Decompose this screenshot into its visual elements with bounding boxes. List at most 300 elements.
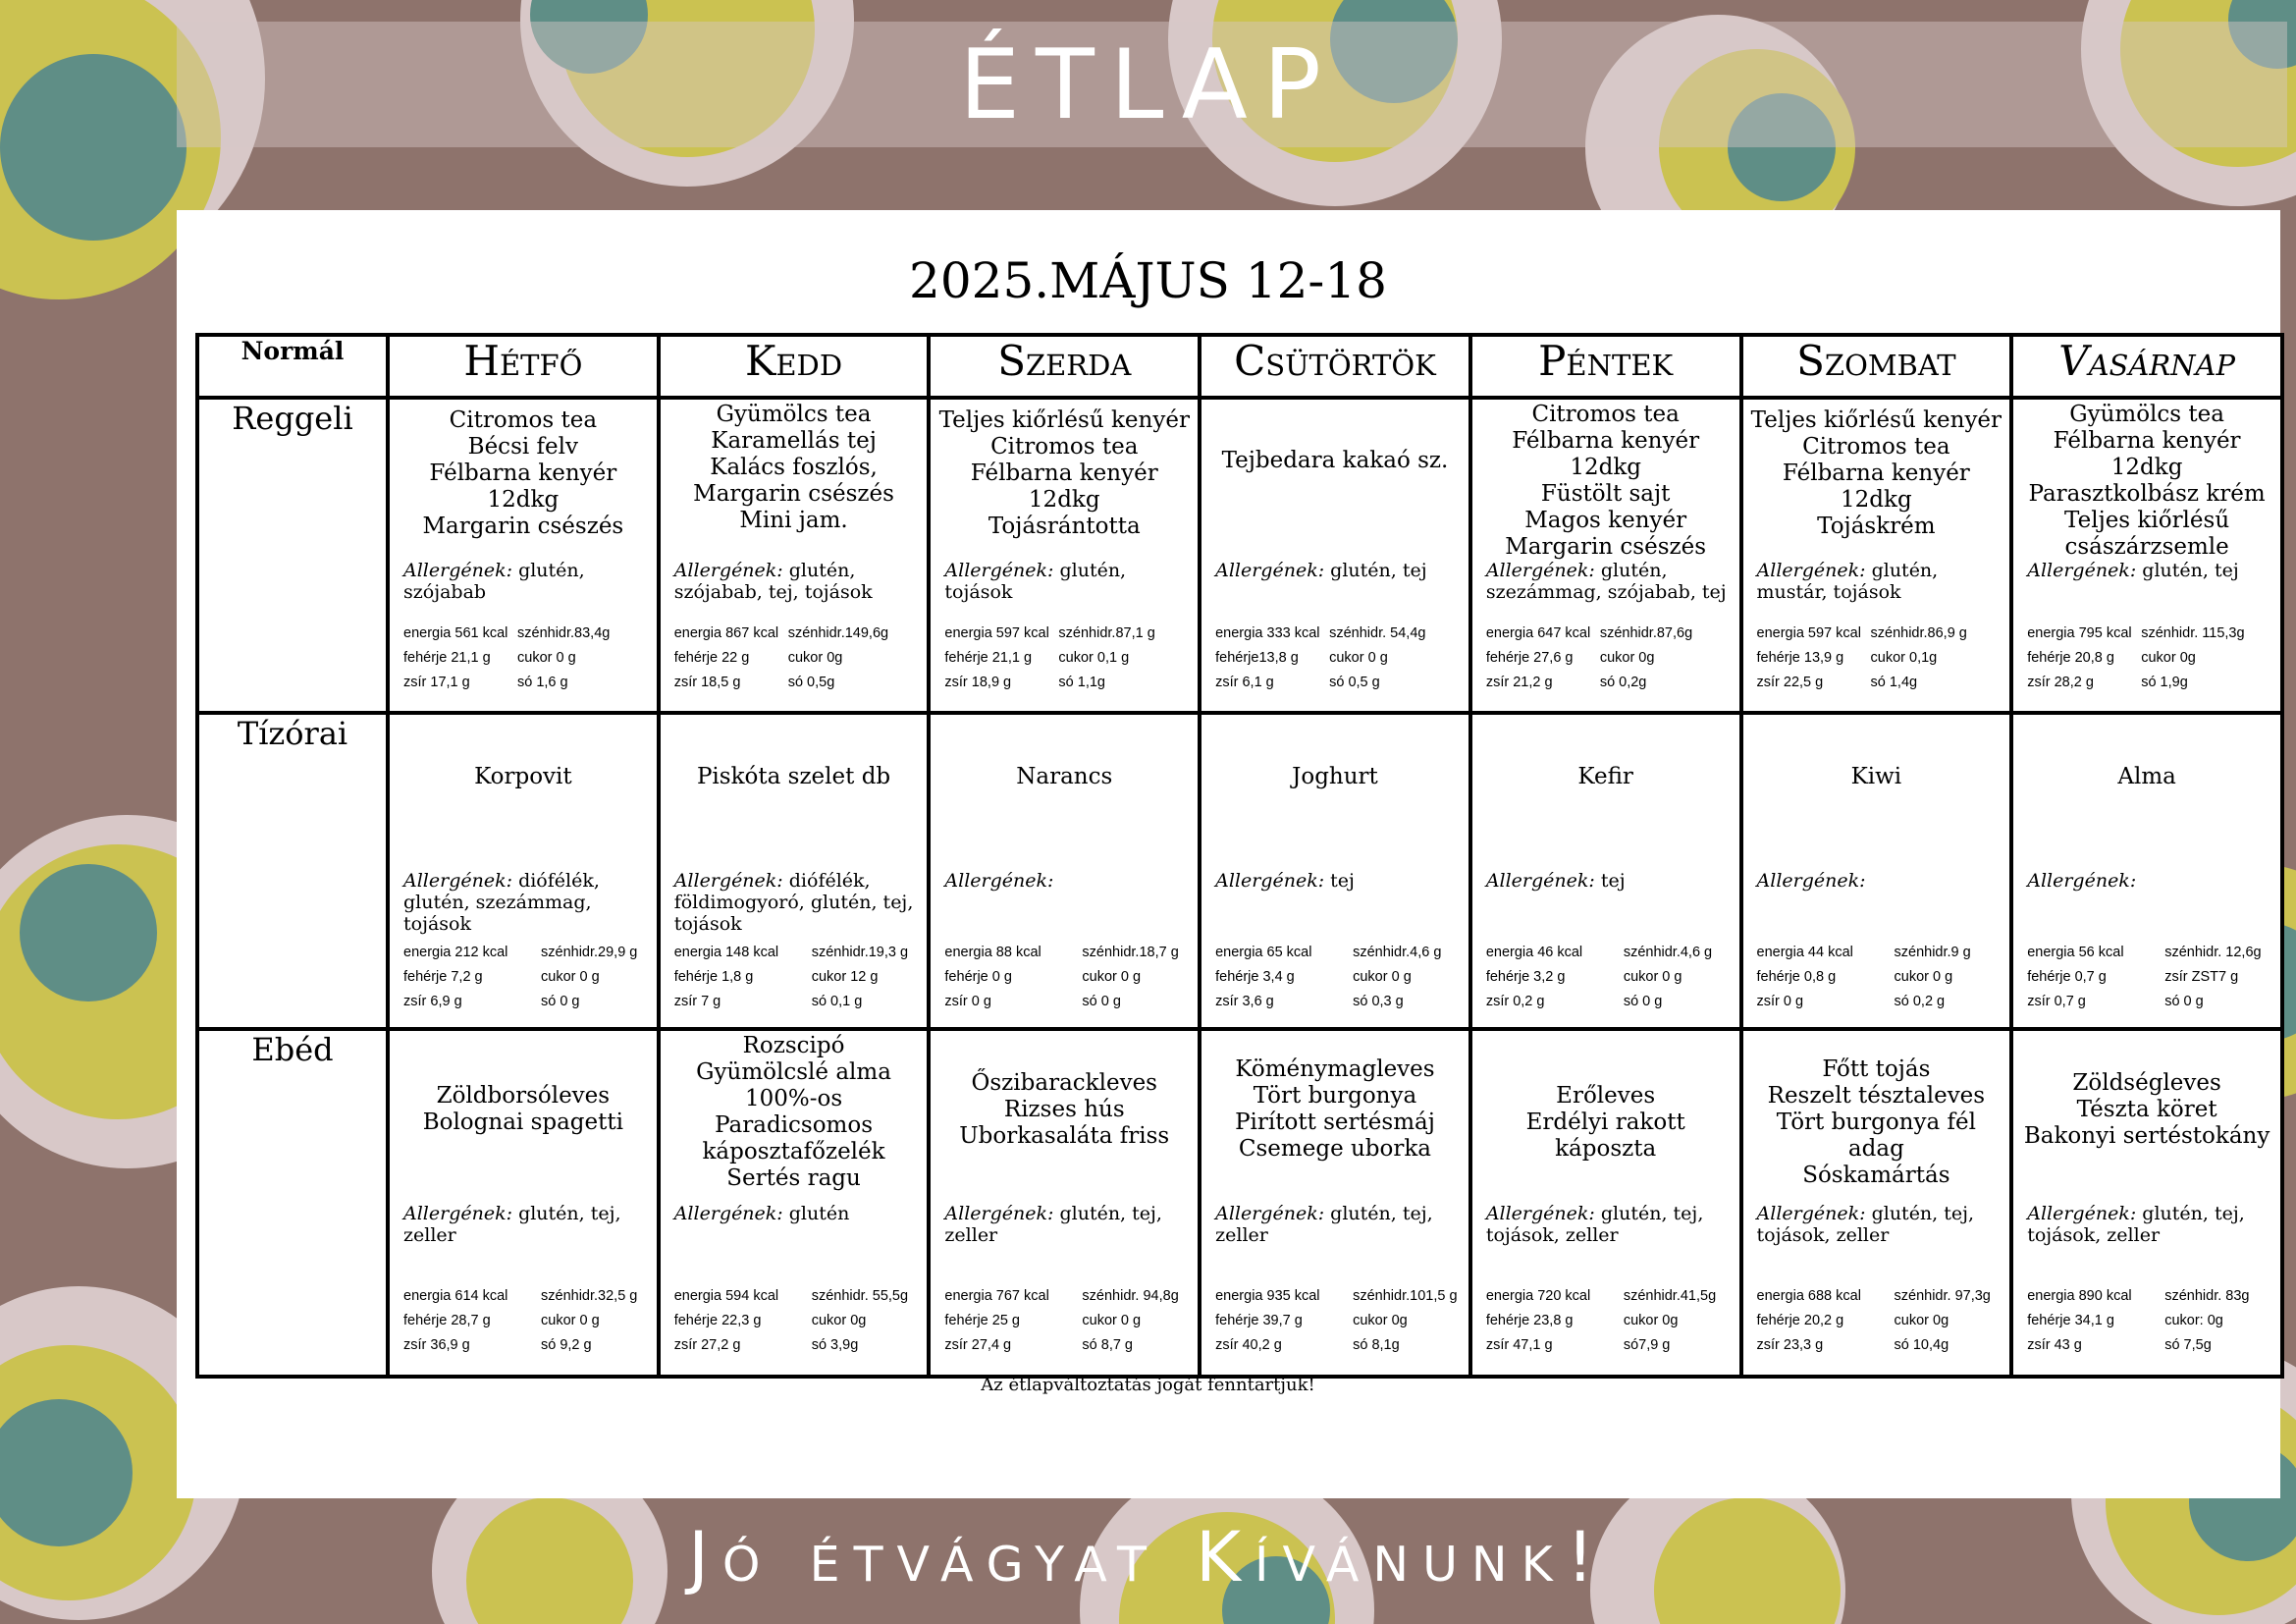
nutrition-row — [2027, 1284, 2276, 1309]
nutrition-row — [1215, 1309, 1465, 1333]
nutrition-info — [1215, 1284, 1465, 1358]
nutrition-value: szénhidr. 115,3g — [2141, 625, 2245, 641]
allergen-values: diófélék, földimogyoró, glutén, tej, tojások — [673, 870, 914, 935]
nutrition-row — [1757, 646, 2006, 671]
allergen-info — [403, 560, 649, 603]
nutrition-value: fehérje 3,2 g — [1485, 969, 1566, 985]
allergen-label: Allergének: — [944, 560, 1054, 581]
nutrition-value: szénhidr.19,3 g — [811, 945, 909, 960]
allergen-label: Allergének: — [673, 870, 783, 892]
allergen-values: glutén, mustár, tojások — [1756, 560, 1939, 603]
dish-list — [2021, 402, 2272, 561]
nutrition-value: energia 212 kcal — [403, 945, 508, 960]
menu-cell — [1741, 713, 2012, 1029]
nutrition-value: fehérje13,8 g — [1215, 650, 1299, 666]
allergen-values: glutén, tej, tojások, zeller — [2027, 1203, 2245, 1246]
nutrition-value: zsír 7 g — [673, 994, 721, 1009]
nutrition-value: fehérje 22 g — [673, 650, 750, 666]
nutrition-value: cukor 0 g — [541, 969, 600, 985]
allergen-values: glutén, tojások — [944, 560, 1127, 603]
nutrition-info — [674, 1284, 924, 1358]
nutrition-row — [403, 941, 653, 965]
nutrition-row — [1215, 1284, 1465, 1309]
allergen-label: Allergének: — [1756, 870, 1866, 892]
nutrition-value: zsír 40,2 g — [1215, 1337, 1282, 1353]
nutrition-row — [674, 671, 924, 695]
nutrition-value: szénhidr.32,5 g — [541, 1288, 638, 1304]
nutrition-row — [1215, 965, 1465, 990]
nutrition-row — [1486, 965, 1735, 990]
allergen-info — [1215, 1203, 1461, 1246]
nutrition-value: só 8,7 g — [1082, 1337, 1133, 1353]
dish-list — [938, 1070, 1190, 1150]
allergen-info — [2027, 870, 2272, 892]
nutrition-value: cukor 0,1 g — [1058, 650, 1130, 666]
dish-list — [2021, 1070, 2272, 1150]
menu-cell — [388, 398, 659, 713]
dish-list — [1209, 448, 1461, 474]
nutrition-value: fehérje 21,1 g — [944, 650, 1033, 666]
allergen-info — [1757, 1203, 2002, 1246]
nutrition-row — [2027, 1333, 2276, 1358]
nutrition-row — [1757, 990, 2006, 1014]
dish-item: Félbarna kenyér 12dkg — [970, 460, 1158, 513]
nutrition-row — [1757, 1333, 2006, 1358]
allergen-values: glutén — [788, 1203, 850, 1224]
nutrition-value: szénhidr. 12,6g — [2164, 945, 2262, 960]
menu-cell — [388, 1029, 659, 1377]
allergen-info — [1486, 560, 1732, 603]
allergen-label: Allergének: — [1215, 560, 1325, 581]
nutrition-value: só 1,9g — [2141, 675, 2188, 690]
nutrition-value: zsír 27,2 g — [673, 1337, 741, 1353]
allergen-label: Allergének: — [1485, 870, 1595, 892]
nutrition-value: cukor 0 g — [1329, 650, 1388, 666]
nutrition-value: cukor 12 g — [811, 969, 879, 985]
allergen-values: glutén, szójabab, tej, tojások — [673, 560, 873, 603]
nutrition-value: só 8,1g — [1353, 1337, 1400, 1353]
nutrition-info — [403, 622, 653, 695]
nutrition-value: szénhidr.83,4g — [517, 625, 611, 641]
dish-item: Tört burgonya — [1253, 1083, 1417, 1109]
nutrition-value: cukor 0,1g — [1870, 650, 1938, 666]
nutrition-info — [1486, 941, 1735, 1014]
nutrition-value: cukor 0 g — [1623, 969, 1682, 985]
menu-title: ÉTLAP — [959, 29, 1337, 141]
meal-row — [197, 1029, 2282, 1377]
nutrition-row — [1757, 965, 2006, 990]
nutrition-value: zsír 36,9 g — [403, 1337, 470, 1353]
allergen-values: tej — [1600, 870, 1626, 892]
nutrition-value: zsír 18,9 g — [944, 675, 1012, 690]
nutrition-value: energia 767 kcal — [944, 1288, 1049, 1304]
nutrition-info — [944, 941, 1194, 1014]
menu-cell — [1741, 1029, 2012, 1377]
meal-row — [197, 398, 2282, 713]
dish-list — [2021, 764, 2272, 790]
nutrition-row — [1486, 671, 1735, 695]
nutrition-value: cukor 0 g — [1353, 969, 1412, 985]
dish-item: Kiwi — [1850, 764, 1902, 789]
nutrition-row — [1486, 990, 1735, 1014]
allergen-values: glutén, tej, tojások, zeller — [1485, 1203, 1704, 1246]
dish-list — [398, 1083, 649, 1136]
nutrition-info — [2027, 1284, 2276, 1358]
allergen-label: Allergének: — [1485, 560, 1595, 581]
nutrition-info — [1757, 941, 2006, 1014]
nutrition-row — [674, 622, 924, 646]
dish-item: Teljes kiőrlésű kenyér — [1750, 407, 2002, 433]
nutrition-info — [1486, 622, 1735, 695]
dish-list — [398, 407, 649, 540]
dish-list — [938, 764, 1190, 790]
allergen-values: glutén, szezámmag, szójabab, tej — [1485, 560, 1727, 603]
nutrition-value: zsír 18,5 g — [673, 675, 741, 690]
allergen-info — [944, 560, 1190, 603]
nutrition-value: szénhidr.18,7 g — [1082, 945, 1179, 960]
dish-item: Citromos tea — [1802, 434, 1950, 460]
dish-item: Piskóta szelet db — [696, 764, 891, 789]
nutrition-value: fehérje 0,7 g — [2027, 969, 2107, 985]
allergen-info — [2027, 560, 2272, 581]
nutrition-value: energia 594 kcal — [673, 1288, 779, 1304]
nutrition-value: energia 795 kcal — [2027, 625, 2132, 641]
nutrition-row — [1486, 941, 1735, 965]
nutrition-value: szénhidr. 97,3g — [1894, 1288, 1991, 1304]
nutrition-row — [674, 941, 924, 965]
nutrition-value: zsír 0 g — [944, 994, 991, 1009]
nutrition-row — [674, 646, 924, 671]
nutrition-row — [2027, 941, 2276, 965]
nutrition-row — [2027, 965, 2276, 990]
nutrition-row — [1215, 622, 1465, 646]
nutrition-value: fehérje 1,8 g — [673, 969, 754, 985]
allergen-values: diófélék, glutén, szezámmag, tojások — [403, 870, 600, 935]
nutrition-value: zsír 23,3 g — [1756, 1337, 1824, 1353]
nutrition-value: só 9,2 g — [541, 1337, 592, 1353]
nutrition-value: fehérje 20,2 g — [1756, 1313, 1844, 1328]
menu-cell — [929, 1029, 1200, 1377]
dish-item: Köménymagleves — [1235, 1056, 1435, 1082]
nutrition-row — [1486, 646, 1735, 671]
nutrition-row — [403, 671, 653, 695]
nutrition-value: fehérje 0 g — [944, 969, 1012, 985]
nutrition-value: cukor 0g — [1353, 1313, 1408, 1328]
nutrition-value: só 0 g — [1082, 994, 1121, 1009]
dish-list — [1209, 1056, 1461, 1163]
nutrition-value: fehérje 21,1 g — [403, 650, 491, 666]
nutrition-value: cukor 0 g — [1082, 1313, 1142, 1328]
nutrition-value: fehérje 13,9 g — [1756, 650, 1844, 666]
nutrition-row — [2027, 990, 2276, 1014]
allergen-info — [674, 1203, 920, 1224]
dish-item: Teljes kiőrlésű kenyér — [938, 407, 1190, 433]
dish-item: Paradicsomos — [715, 1112, 874, 1138]
nutrition-value: só 10,4g — [1894, 1337, 1949, 1353]
nutrition-value: zsír 27,4 g — [944, 1337, 1012, 1353]
nutrition-value: szénhidr.149,6g — [787, 625, 889, 641]
dish-item: Tojáskrém — [1817, 514, 1936, 539]
allergen-info — [1486, 870, 1732, 892]
allergen-values: glutén, tej — [2142, 560, 2239, 581]
nutrition-value: energia 56 kcal — [2027, 945, 2124, 960]
nutrition-row — [2027, 1309, 2276, 1333]
menu-cell — [929, 398, 1200, 713]
menu-cell — [2011, 398, 2282, 713]
allergen-info — [1215, 560, 1461, 581]
dish-list — [668, 764, 920, 790]
nutrition-row — [944, 646, 1194, 671]
dish-item: Füstölt sajt — [1540, 481, 1671, 507]
nutrition-value: fehérje 20,8 g — [2027, 650, 2114, 666]
nutrition-value: energia 88 kcal — [944, 945, 1041, 960]
nutrition-info — [1215, 622, 1465, 695]
dish-list — [1751, 407, 2002, 540]
dish-item: Gyümölcslé alma — [696, 1059, 891, 1085]
nutrition-value: cukor 0 g — [517, 650, 576, 666]
dish-list — [1480, 1083, 1732, 1163]
nutrition-row — [1486, 1333, 1735, 1358]
nutrition-row — [944, 1309, 1194, 1333]
menu-cell — [1470, 713, 1741, 1029]
nutrition-value: zsír 6,1 g — [1215, 675, 1274, 690]
allergen-values: tej — [1330, 870, 1355, 892]
dish-item: császárzsemle — [2064, 534, 2229, 560]
allergen-values: glutén, tej, zeller — [944, 1203, 1162, 1246]
nutrition-info — [1757, 1284, 2006, 1358]
dish-item: Sertés ragu — [726, 1165, 861, 1191]
dish-item: Kefir — [1577, 764, 1633, 789]
nutrition-row — [944, 1333, 1194, 1358]
nutrition-row — [2027, 671, 2276, 695]
dish-item: Gyümölcs tea — [2069, 402, 2224, 427]
nutrition-value: zsír 0,7 g — [2027, 994, 2086, 1009]
menu-date: 2025.MÁJUS 12-18 — [909, 252, 1387, 309]
dish-item: Mini jam. — [739, 508, 848, 533]
day-friday: Péntek — [1470, 335, 1741, 398]
nutrition-value: szénhidr.4,6 g — [1353, 945, 1442, 960]
dish-item: Csemege uborka — [1238, 1136, 1432, 1162]
nutrition-value: energia 44 kcal — [1756, 945, 1853, 960]
menu-cell — [2011, 1029, 2282, 1377]
nutrition-row — [1757, 671, 2006, 695]
dish-item: Parasztkolbász krém — [2028, 481, 2266, 507]
allergen-label: Allergének: — [1215, 1203, 1325, 1224]
allergen-label: Allergének: — [403, 870, 513, 892]
nutrition-value: zsír 21,2 g — [1485, 675, 1553, 690]
allergen-label: Allergének: — [2027, 560, 2137, 581]
dish-item: Félbarna kenyér 12dkg — [2053, 428, 2241, 480]
nutrition-value: szénhidr.4,6 g — [1623, 945, 1713, 960]
nutrition-value: zsír 3,6 g — [1215, 994, 1274, 1009]
nutrition-info — [944, 1284, 1194, 1358]
nutrition-value: energia 148 kcal — [673, 945, 779, 960]
nutrition-value: só 0,3 g — [1353, 994, 1404, 1009]
dish-item: Bolognai spagetti — [422, 1110, 623, 1135]
dish-item: Korpovit — [474, 764, 572, 789]
nutrition-value: energia 333 kcal — [1215, 625, 1320, 641]
nutrition-value: szénhidr.41,5g — [1623, 1288, 1717, 1304]
nutrition-info — [944, 622, 1194, 695]
day-sunday: Vasárnap — [2011, 335, 2282, 398]
nutrition-row — [403, 965, 653, 990]
nutrition-value: szénhidr. 55,5g — [811, 1288, 909, 1304]
nutrition-row — [944, 941, 1194, 965]
nutrition-row — [1215, 941, 1465, 965]
dish-item: Bécsi felv — [467, 434, 579, 460]
nutrition-value: fehérje 7,2 g — [403, 969, 483, 985]
nutrition-row — [1215, 1333, 1465, 1358]
menu-cell — [1200, 713, 1470, 1029]
menu-cell — [1470, 398, 1741, 713]
allergen-info — [673, 870, 920, 935]
dish-list — [1480, 402, 1732, 561]
nutrition-row — [1486, 1284, 1735, 1309]
allergen-values: glutén, tej, zeller — [403, 1203, 621, 1246]
nutrition-value: só 1,4g — [1870, 675, 1918, 690]
nutrition-row — [674, 965, 924, 990]
dish-item: Zöldségleves — [2072, 1069, 2221, 1096]
allergen-label: Allergének: — [403, 1203, 513, 1224]
nutrition-value: fehérje 22,3 g — [673, 1313, 762, 1328]
nutrition-value: energia 935 kcal — [1215, 1288, 1320, 1304]
nutrition-row — [1215, 990, 1465, 1014]
dish-item: Sóskamártás — [1802, 1163, 1950, 1188]
nutrition-info — [1215, 941, 1465, 1014]
dish-item: Főtt tojás — [1822, 1056, 1931, 1082]
menu-cell — [1470, 1029, 1741, 1377]
nutrition-value: szénhidr. 83g — [2164, 1288, 2250, 1304]
menu-cell — [929, 713, 1200, 1029]
dish-item: Margarin csészés — [1505, 534, 1707, 560]
day-wednesday: Szerda — [929, 335, 1200, 398]
nutrition-value: fehérje 25 g — [944, 1313, 1020, 1328]
nutrition-value: fehérje 3,4 g — [1215, 969, 1295, 985]
nutrition-value: só 0 g — [2164, 994, 2204, 1009]
dish-item: Erdélyi rakott káposzta — [1525, 1110, 1685, 1162]
dish-list — [398, 764, 649, 790]
nutrition-value: energia 65 kcal — [1215, 945, 1312, 960]
allergen-info — [403, 1203, 649, 1246]
nutrition-row — [1757, 1284, 2006, 1309]
nutrition-value: cukor 0g — [1894, 1313, 1949, 1328]
day-tuesday: Kedd — [659, 335, 930, 398]
diet-label: Normál — [197, 335, 388, 398]
nutrition-row — [1757, 1309, 2006, 1333]
nutrition-value: só 1,6 g — [517, 675, 568, 690]
dish-item: Pirított sertésmáj — [1235, 1110, 1435, 1135]
dish-item: Tört burgonya fél adag — [1776, 1110, 1976, 1162]
nutrition-value: energia 867 kcal — [673, 625, 779, 641]
allergen-label: Allergének: — [2027, 1203, 2137, 1224]
nutrition-value: só 0,2g — [1599, 675, 1647, 690]
nutrition-value: cukor 0 g — [1082, 969, 1142, 985]
nutrition-info — [674, 941, 924, 1014]
nutrition-value: energia 597 kcal — [1756, 625, 1861, 641]
nutrition-value: cukor 0g — [2141, 650, 2196, 666]
allergen-info — [674, 560, 920, 603]
nutrition-value: cukor 0g — [1623, 1313, 1679, 1328]
menu-cell — [1200, 398, 1470, 713]
allergen-info — [1215, 870, 1461, 892]
dish-item: Tejbedara kakaó sz. — [1221, 447, 1449, 473]
dish-list — [938, 407, 1190, 540]
allergen-label: Allergének: — [2027, 870, 2137, 892]
nutrition-info — [2027, 622, 2276, 695]
nutrition-value: só 1,1g — [1058, 675, 1105, 690]
nutrition-info — [1757, 622, 2006, 695]
nutrition-value: cukor 0g — [811, 1313, 867, 1328]
nutrition-value: fehérje 28,7 g — [403, 1313, 491, 1328]
dish-item: Rizses hús — [1003, 1096, 1125, 1122]
dish-item: Erőleves — [1556, 1083, 1656, 1109]
nutrition-value: cukor: 0g — [2164, 1313, 2223, 1328]
nutrition-value: fehérje 34,1 g — [2027, 1313, 2114, 1328]
menu-cell — [659, 713, 930, 1029]
nutrition-value: zsír 17,1 g — [403, 675, 470, 690]
dish-list — [1209, 764, 1461, 790]
nutrition-value: só 3,9g — [811, 1337, 859, 1353]
nutrition-row — [674, 1309, 924, 1333]
allergen-info — [944, 870, 1190, 892]
allergen-label: Allergének: — [944, 1203, 1054, 1224]
dish-item: Citromos tea — [1531, 402, 1680, 427]
nutrition-value: szénhidr.87,1 g — [1058, 625, 1155, 641]
nutrition-value: zsír 0,2 g — [1485, 994, 1545, 1009]
menu-cell — [2011, 713, 2282, 1029]
dish-list — [1480, 764, 1732, 790]
nutrition-row — [403, 1284, 653, 1309]
allergen-info — [403, 870, 649, 935]
nutrition-row — [1486, 622, 1735, 646]
nutrition-row — [2027, 622, 2276, 646]
nutrition-row — [403, 622, 653, 646]
allergen-info — [1757, 560, 2002, 603]
nutrition-row — [2027, 646, 2276, 671]
nutrition-row — [1215, 671, 1465, 695]
nutrition-info — [403, 941, 653, 1014]
meal-name: Tízórai — [197, 713, 388, 1029]
dish-item: Reszelt tésztaleves — [1767, 1083, 1986, 1109]
meal-name: Ebéd — [197, 1029, 388, 1377]
nutrition-value: zsír 43 g — [2027, 1337, 2082, 1353]
nutrition-row — [674, 1284, 924, 1309]
nutrition-value: zsír 22,5 g — [1756, 675, 1824, 690]
nutrition-value: zsír ZST7 g — [2164, 969, 2239, 985]
dish-item: Gyümölcs tea — [716, 402, 872, 427]
dish-item: Bakonyi sertéstokány — [2023, 1122, 2270, 1149]
nutrition-value: energia 647 kcal — [1485, 625, 1591, 641]
day-monday: Hétfő — [388, 335, 659, 398]
allergen-values: glutén, tej — [1330, 560, 1427, 581]
dish-item: Tészta köret — [2076, 1096, 2217, 1122]
nutrition-row — [403, 1333, 653, 1358]
menu-cell — [659, 1029, 930, 1377]
nutrition-value: cukor 0g — [787, 650, 843, 666]
dish-item: Margarin csészés — [693, 481, 894, 507]
nutrition-value: zsír 28,2 g — [2027, 675, 2094, 690]
nutrition-value: cukor 0 g — [541, 1313, 600, 1328]
allergen-info — [1486, 1203, 1732, 1246]
dish-item: Magos kenyér — [1524, 508, 1687, 533]
dish-item: Félbarna kenyér 12dkg — [429, 460, 617, 513]
dish-item: Félbarna kenyér 12dkg — [1782, 460, 1970, 513]
allergen-values: glutén, tej, zeller — [1215, 1203, 1433, 1246]
nutrition-row — [944, 990, 1194, 1014]
nutrition-row — [944, 965, 1194, 990]
nutrition-row — [403, 990, 653, 1014]
allergen-label: Allergének: — [673, 1203, 783, 1224]
